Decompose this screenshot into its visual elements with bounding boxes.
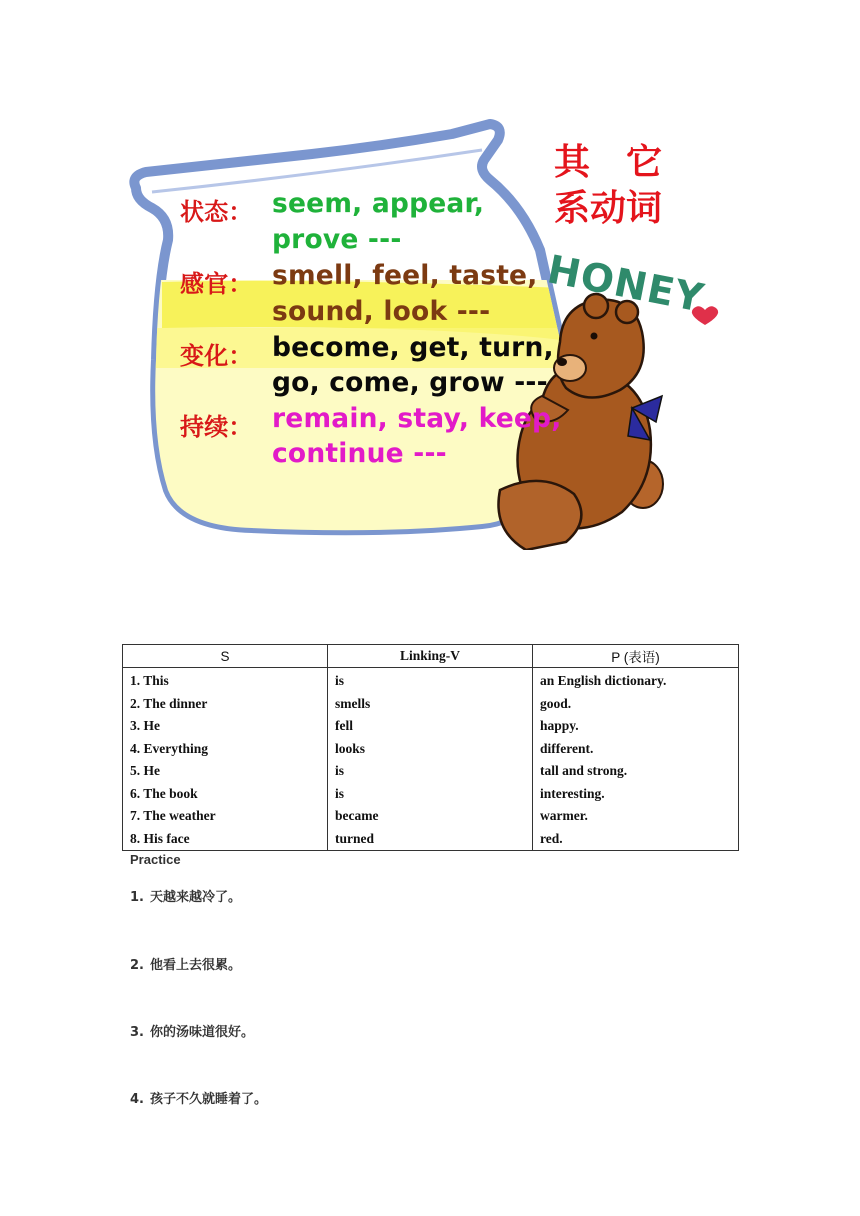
table-row: [123, 715, 739, 738]
header-linking-verb: Linking-V: [328, 645, 533, 668]
practice-item-number: 2.: [130, 958, 144, 973]
cell-predicative: warmer.: [533, 805, 739, 828]
category-words-continuation-2: continue ---: [272, 438, 447, 469]
cell-verb: turned: [328, 828, 533, 851]
cell-predicative: interesting.: [533, 783, 739, 806]
table-header-row: [123, 645, 739, 668]
side-title-line-1: 其 它: [554, 141, 663, 183]
category-words-state-2: prove ---: [272, 224, 402, 255]
cell-predicative: good.: [533, 693, 739, 716]
table-row: [123, 693, 739, 716]
cell-verb: fell: [328, 715, 533, 738]
practice-item-number: 4.: [130, 1092, 144, 1107]
category-label-change: 变化：: [180, 341, 253, 370]
table-row: [123, 805, 739, 828]
side-title-line-2: 系动词: [554, 187, 663, 229]
practice-item-number: 1.: [130, 890, 144, 905]
table-row: [123, 828, 739, 851]
cell-predicative: happy.: [533, 715, 739, 738]
table-row: [123, 783, 739, 806]
category-words-senses-2: sound, look ---: [272, 296, 491, 327]
practice-item: [130, 954, 241, 973]
cell-subject: 5. He: [123, 760, 328, 783]
linking-verb-table: [122, 644, 739, 851]
cell-predicative: an English dictionary.: [533, 668, 739, 693]
cell-subject: 1. This: [123, 668, 328, 693]
table-row: [123, 738, 739, 761]
practice-item-text: 天越来越冷了。: [149, 890, 241, 905]
table-row: [123, 668, 739, 693]
practice-heading: Practice: [130, 852, 181, 867]
practice-item-text: 你的汤味道很好。: [149, 1025, 254, 1040]
cell-subject: 8. His face: [123, 828, 328, 851]
header-subject: S: [123, 645, 328, 668]
cell-subject: 6. The book: [123, 783, 328, 806]
category-label-senses: 感官：: [180, 269, 253, 298]
practice-item-text: 孩子不久就睡着了。: [149, 1092, 267, 1107]
cell-verb: smells: [328, 693, 533, 716]
category-label-continuation: 持续：: [180, 412, 253, 441]
cell-verb: looks: [328, 738, 533, 761]
practice-item: [130, 1088, 267, 1107]
honey-jar-illustration: [122, 110, 734, 550]
practice-item: [130, 1021, 254, 1040]
category-words-change-2: go, come, grow ---: [272, 367, 548, 398]
cell-subject: 2. The dinner: [123, 693, 328, 716]
cell-predicative: different.: [533, 738, 739, 761]
cell-predicative: tall and strong.: [533, 760, 739, 783]
category-words-continuation-1: remain, stay, keep,: [272, 403, 562, 434]
category-words-change-1: become, get, turn,: [272, 332, 554, 363]
cell-verb: is: [328, 783, 533, 806]
practice-item-text: 他看上去很累。: [149, 958, 241, 973]
honey-label: HONEY: [543, 247, 708, 322]
table-row: [123, 760, 739, 783]
category-words-state-1: seem, appear,: [272, 188, 485, 219]
cell-verb: became: [328, 805, 533, 828]
header-predicative: P (表语): [533, 645, 739, 668]
cell-predicative: red.: [533, 828, 739, 851]
category-label-state: 状态：: [180, 197, 253, 226]
category-words-senses-1: smell, feel, taste,: [272, 260, 538, 291]
cell-subject: 3. He: [123, 715, 328, 738]
cell-subject: 7. The weather: [123, 805, 328, 828]
cell-subject: 4. Everything: [123, 738, 328, 761]
cell-verb: is: [328, 760, 533, 783]
cell-verb: is: [328, 668, 533, 693]
linking-verb-categories: [122, 110, 734, 550]
practice-item: [130, 886, 241, 905]
practice-item-number: 3.: [130, 1025, 144, 1040]
